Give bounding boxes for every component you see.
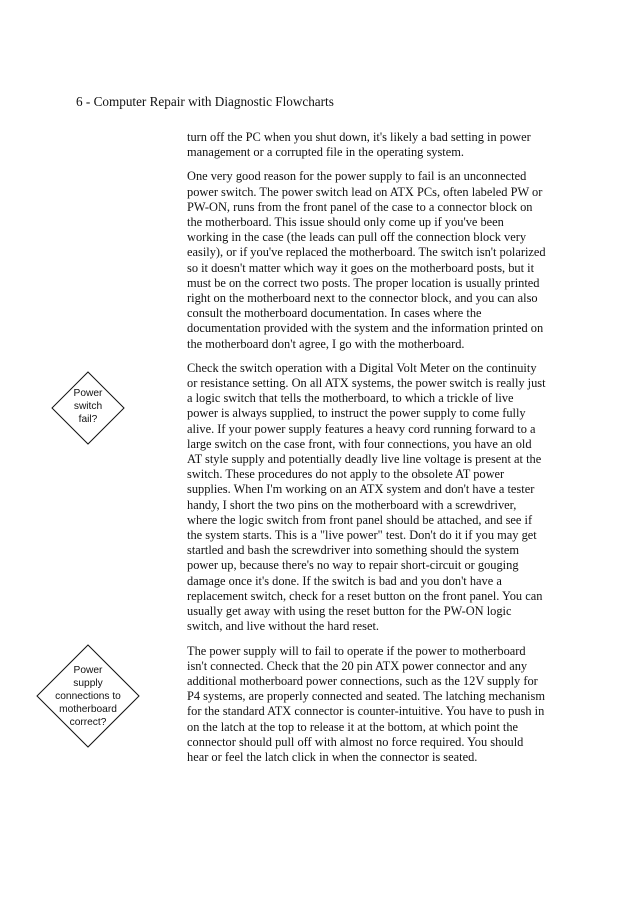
page-header: 6 - Computer Repair with Diagnostic Flowcharts xyxy=(76,94,334,109)
decision-power-supply-connections xyxy=(36,644,140,748)
decision-text-line: fail? xyxy=(78,414,98,425)
decision-text-line: Power xyxy=(73,388,103,399)
decision-text-line: motherboard xyxy=(59,704,117,715)
paragraph-unconnected-switch: One very good reason for the power supply to fail is an unconnected power switch. The power switch lead on ATX PCs, often labeled PW or PW-ON, runs from the front panel of the case to a connector block on the motherboard. This issue should only come up if you've been working in the case (the leads can pull off the connection block very easily), or if you've replaced the motherboard. The switch isn't polarized so it doesn't matter which way it goes on the motherboard posts, but it must be on the correct two posts. The proper location is usually printed right on the motherboard next to the connector block, and you can also consult the motherboard documentation. In cases where the documentation provided with the system and the information printed on the motherboard don't agree, I go with the motherboard. xyxy=(187,169,546,351)
decision-text-line: Power xyxy=(73,665,103,676)
paragraph-bad-setting: turn off the PC when you shut down, it's likely a bad setting in power management or a corrupted file in the operating system. xyxy=(187,130,531,160)
decision-text-line: switch xyxy=(73,401,103,412)
paragraph-switch-operation: Check the switch operation with a Digital Volt Meter on the continuity or resistance setting. On all ATX systems, the power switch is really just a logic switch that tells the motherboard, to which a trickle of live power is always supplied, to instruct the power supply to come fully alive. If your power supply features a heavy cord running forward to a large switch on the case front, with four connections, you have an old AT style supply and potentially deadly live line voltage is present at the switch. These procedures do not apply to the obsolete AT power supplies. When I'm working on an ATX system and don't have a tester handy, I short the two pins on the motherboard with a screwdriver, where the logic switch from front panel should be attached, and see if the system starts. This is a "live power" test. Don't do it if you may get startled and bash the screwdriver into something should the system power up, because there's no way to repair short-circuit or gouging damage once it's done. If the switch is bad and you don't have a replacement switch, check for a reset button on the front panel. You can usually get away with using the reset button for the PW-ON logic switch, and live without the hard reset. xyxy=(187,360,546,634)
decision-power-switch-fail xyxy=(51,371,125,445)
paragraph-motherboard-power: The power supply will to fail to operate if the power to motherboard isn't connected. Check that the 20 pin ATX power connector and any additional motherboard power connections, such as the 12V supply for P4 systems, are properly connected and seated. The latching mechanism for the standard ATX connector is counter-intuitive. You have to push in on the latch at the top to release it at the bottom, at which point the connector should pull off with almost no force required. You should hear or feel the latch click in when the connector is seated. xyxy=(187,643,545,764)
decision-text-line: correct? xyxy=(69,717,107,728)
body-text-column xyxy=(187,130,547,774)
decision-text-line: connections to xyxy=(55,691,121,702)
decision-text-line: supply xyxy=(73,678,103,689)
